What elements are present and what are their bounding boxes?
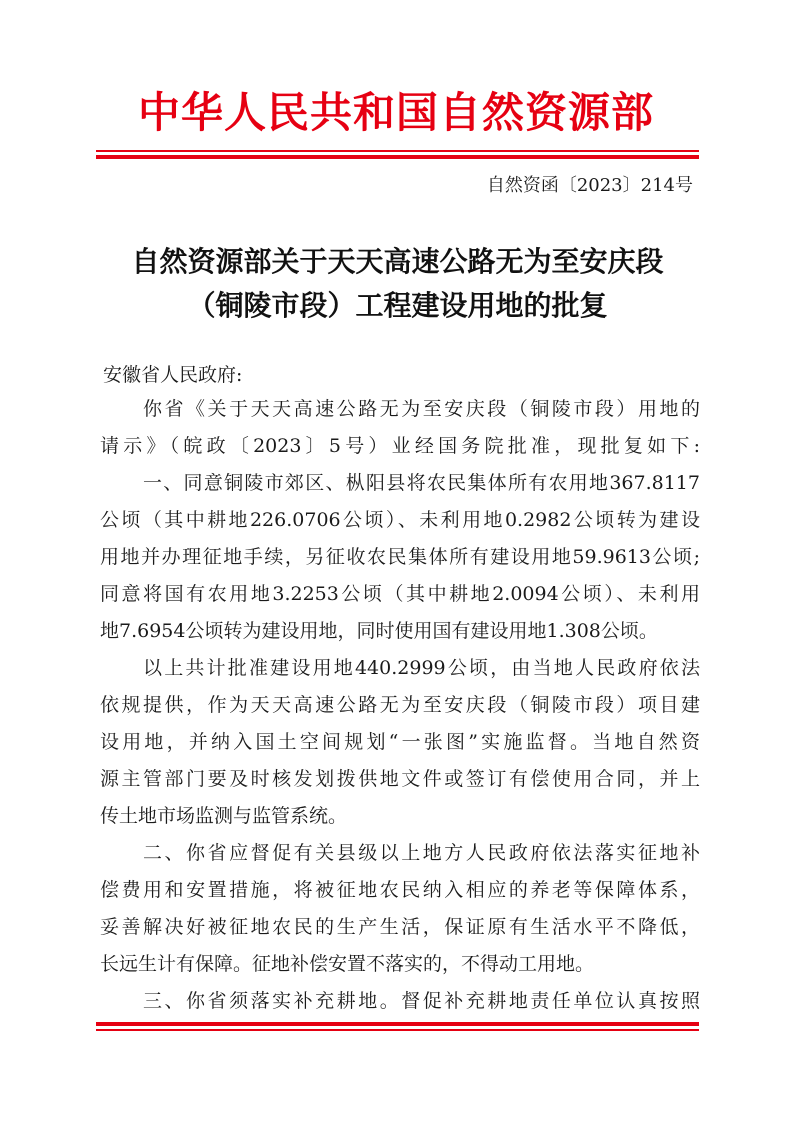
document-number: 自然资函〔2023〕214号 [486, 175, 693, 196]
body-line: 一、同意铜陵市郊区、枞阳县将农民集体所有农用地367.8117 [143, 472, 700, 494]
header-divider-thick [96, 155, 699, 159]
document-title [96, 240, 699, 328]
title-line-2: （铜陵市段）工程建设用地的批复 [187, 289, 608, 322]
body-line: 偿费用和安置措施，将被征地农民纳入相应的养老等保障体系， [100, 879, 700, 901]
body-line: 二、你省应督促有关县级以上地方人民政府依法落实征地补 [143, 842, 700, 864]
body-line: 源主管部门要及时核发划拨供地文件或签订有偿使用合同，并上 [100, 768, 700, 790]
body-line: 依规提供，作为天天高速公路无为至安庆段（铜陵市段）项目建 [100, 694, 700, 716]
body-line: 你省《关于天天高速公路无为至安庆段（铜陵市段）用地的 [143, 398, 700, 420]
body-line: 长远生计有保障。征地补偿安置不落实的，不得动工用地。 [100, 953, 595, 975]
body-line: 妥善解决好被征地农民的生产生活，保证原有生活水平不降低， [100, 916, 700, 938]
body-text [100, 391, 700, 1020]
body-line: 设用地，并纳入国土空间规划“一张图”实施监督。当地自然资 [100, 731, 700, 753]
header-divider-thin [96, 150, 699, 152]
body-line: 请示》（皖政〔2023〕5号）业经国务院批准，现批复如下: [100, 435, 700, 457]
body-line: 同意将国有农用地3.2253公顷（其中耕地2.0094公顷）、未利用 [100, 583, 700, 605]
addressee: 安徽省人民政府: [103, 364, 243, 386]
body-line: 公顷（其中耕地226.0706公顷）、未利用地0.2982公顷转为建设 [100, 509, 700, 531]
body-line: 传土地市场监测与监管系统。 [100, 805, 348, 827]
body-line: 地7.6954公顷转为建设用地，同时使用国有建设用地1.308公顷。 [100, 620, 658, 642]
body-line: 以上共计批准建设用地440.2999公顷，由当地人民政府依法 [143, 657, 700, 679]
issuer-header: 中华人民共和国自然资源部 [137, 88, 654, 137]
body-line: 用地并办理征地手续，另征收农民集体所有建设用地59.9613公顷; [100, 546, 700, 568]
title-line-1: 自然资源部关于天天高速公路无为至安庆段 [131, 245, 664, 278]
footer-divider-thin [96, 1029, 699, 1031]
body-line: 三、你省须落实补充耕地。督促补充耕地责任单位认真按照 [143, 990, 700, 1012]
footer-divider-thick [96, 1022, 699, 1026]
